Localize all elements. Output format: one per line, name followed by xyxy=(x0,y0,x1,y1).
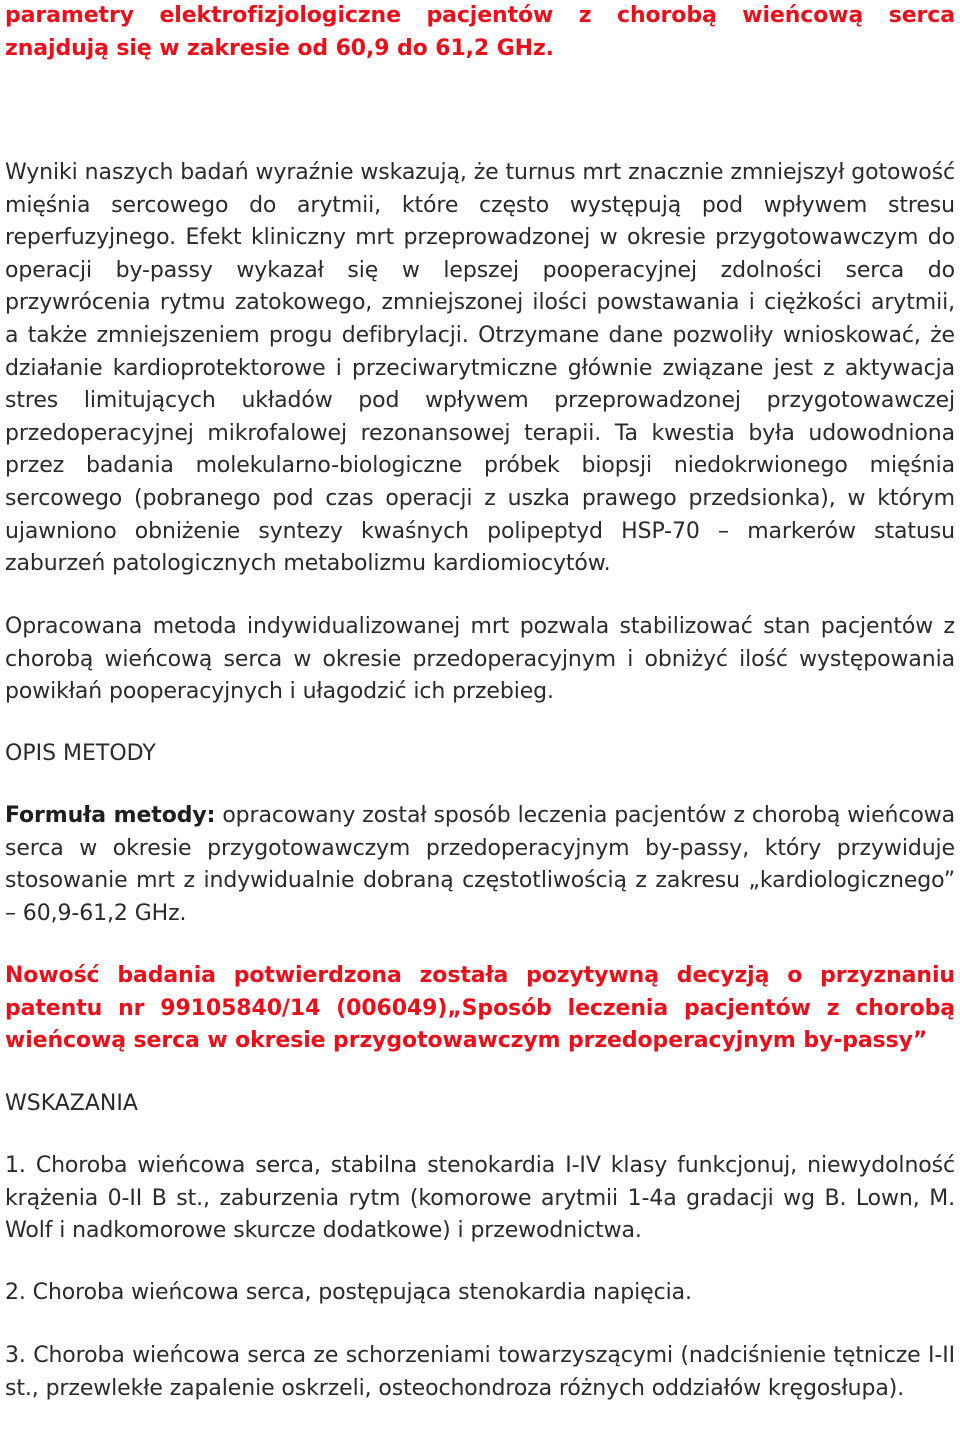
patent-paragraph: Nowość badania potwierdzona została pozytywną decyzją o przyznaniu patentu nr 99105840/14 (006049)„Sposób leczenia pacjentów z chorobą wieńcową serca w okresie przygotowawczym przedoperacyjnym by-passy” xyxy=(5,963,955,1054)
method-summary-paragraph: Opracowana metoda indywidualizowanej mrt pozwala stabilizować stan pacjentów z chorobą wieńcową serca w okresie przedoperacyjnym i obniżyć ilość występowania powikłań pooperacyjnych i ułagodzić ich przebieg. xyxy=(5,614,955,705)
formula-paragraph xyxy=(5,800,955,930)
wskazania-heading: WSKAZANIA xyxy=(5,1091,138,1116)
formula-label: Formuła metody: xyxy=(5,803,216,828)
opis-metody-heading: OPIS METODY xyxy=(5,741,156,766)
indication-item-1: 1. Choroba wieńcowa serca, stabilna stenokardia I-IV klasy funkcjonuj, niewydolność krążenia 0-II B st., zaburzenia rytm (komorowe arytmii 1-4a gradacji wg B. Lown, M. Wolf i nadkomorowe skurcze dodatkowe) i przewodnictwa. xyxy=(5,1153,955,1244)
indication-item-2: 2. Choroba wieńcowa serca, postępująca stenokardia napięcia. xyxy=(5,1280,692,1305)
formula-text: opracowany został sposób leczenia pacjentów z chorobą wieńcowa serca w okresie przygotowawczym przedoperacyjnym by-passy, który przywiduje stosowanie mrt z indywidualnie dobraną częstotliwością z zakresu „kardiologicznego” – 60,9-61,2 GHz. xyxy=(5,803,956,926)
results-paragraph: Wyniki naszych badań wyraźnie wskazują, że turnus mrt znacznie zmniejszył gotowość mięśnia sercowego do arytmii, które często występują pod wpływem stresu reperfuzyjnego. Efekt kliniczny mrt przeprowadzonej w okresie przygotowawczym do operacji by-passy wykazał się w lepszej pooperacyjnej zdolności serca do przywrócenia rytmu zatokowego, zmniejszonej ilości powstawania i ciężkości arytmii, a także zmniejszeniem progu defibrylacji. Otrzymane dane pozwoliły wnioskować, że działanie kardioprotektorowe i przeciwarytmiczne głównie związane jest z aktywacja stres limitujących układów pod wpływem przeprowadzonej przygotowawczej przedoperacyjnej mikrofalowej rezonansowej terapii. Ta kwestia była udowodniona przez badania molekularno-biologiczne próbek biopsji niedokrwionego mięśnia sercowego (pobranego pod czas operacji z uszka prawego przedsionka), w którym ujawniono obniżenie syntezy kwaśnych polipeptyd HSP-70 – markerów statusu zaburzeń patologicznych metabolizmu kardiomiocytów. xyxy=(5,160,955,577)
indication-item-3: 3. Choroba wieńcowa serca ze schorzeniami towarzyszącymi (nadciśnienie tętnicze I-II st., przewlekłe zapalenie oskrzeli, osteochondroza różnych oddziałów kręgosłupa). xyxy=(5,1343,955,1401)
intro-red-paragraph: parametry elektrofizjologiczne pacjentów z chorobą wieńcową serca znajdują się w zakresie od 60,9 do 61,2 GHz. xyxy=(5,3,955,61)
